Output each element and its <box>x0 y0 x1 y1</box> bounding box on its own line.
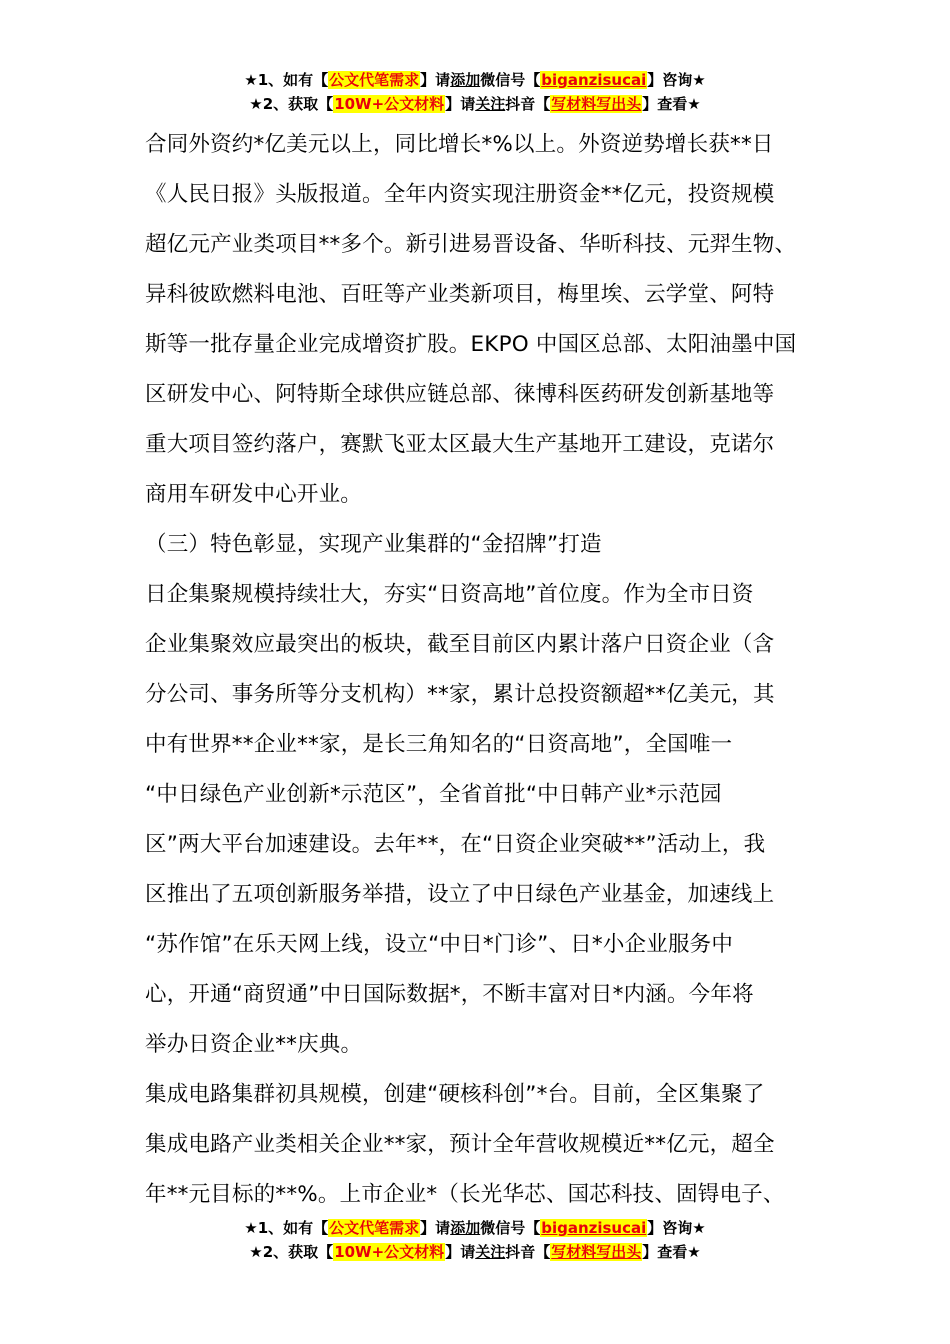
body-line: 分公司、事务所等分支机构）**家，累计总投资额超**亿美元，其 <box>145 682 775 707</box>
banner-line-1: ★1、如有【公文代笔需求】请添加微信号【biganzisucai】咨询★ <box>244 1219 706 1237</box>
body-line: 《人民日报》头版报道。全年内资实现注册资金**亿元，投资规模 <box>145 182 775 207</box>
body-line: 异科彼欧燃料电池、百旺等产业类新项目，梅里埃、云学堂、阿特 <box>145 282 775 307</box>
body-line: 集成电路集群初具规模，创建“硬核科创”*台。目前，全区集聚了 <box>145 1082 765 1107</box>
header-banner <box>0 68 950 116</box>
highlight-service: 公文代笔需求 <box>329 71 420 89</box>
body-line: 重大项目签约落户，赛默飞亚太区最大生产基地开工建设，克诺尔 <box>145 432 775 457</box>
banner-line-1: ★1、如有【公文代笔需求】请添加微信号【biganzisucai】咨询★ <box>244 71 706 89</box>
body-line: 区研发中心、阿特斯全球供应链总部、徕博科医药研发创新基地等 <box>145 382 775 407</box>
wechat-id: biganzisucai <box>541 71 647 89</box>
body-line: “苏作馆”在乐天网上线，设立“中日*门诊”、日*小企业服务中 <box>145 932 734 957</box>
body-line: 日企集聚规模持续壮大，夯实“日资高地”首位度。作为全市日资 <box>145 582 754 607</box>
body-line: 心，开通“商贸通”中日国际数据*，不断丰富对日*内涵。今年将 <box>145 982 754 1007</box>
body-line: 超亿元产业类项目**多个。新引进易晋设备、华昕科技、元羿生物、 <box>145 232 797 257</box>
section-heading: （三）特色彰显，实现产业集群的“金招牌”打造 <box>145 532 602 557</box>
footer-banner <box>0 1216 950 1264</box>
body-line: 合同外资约*亿美元以上，同比增长*%以上。外资逆势增长获**日 <box>145 132 774 157</box>
body-line: 区”两大平台加速建设。去年**，在“日资企业突破**”活动上，我 <box>145 832 766 857</box>
body-line: 区推出了五项创新服务举措，设立了中日绿色产业基金，加速线上 <box>145 882 775 907</box>
body-line: “中日绿色产业创新*示范区”，全省首批“中日韩产业*示范园 <box>145 782 722 807</box>
body-line: 斯等一批存量企业完成增资扩股。EKPO 中国区总部、太阳油墨中国 <box>145 332 797 357</box>
wechat-id: biganzisucai <box>541 1219 647 1237</box>
highlight-materials: 10W+公文材料 <box>334 1243 445 1261</box>
body-line: 集成电路产业类相关企业**家，预计全年营收规模近**亿元，超全 <box>145 1132 775 1157</box>
banner-line-2: ★2、获取【10W+公文材料】请关注抖音【写材料写出头】查看★ <box>249 95 701 113</box>
douyin-account: 写材料写出头 <box>551 1243 642 1261</box>
highlight-service: 公文代笔需求 <box>329 1219 420 1237</box>
body-line: 中有世界**企业**家，是长三角知名的“日资高地”，全国唯一 <box>145 732 733 757</box>
body-line: 企业集聚效应最突出的板块，截至目前区内累计落户日资企业（含 <box>145 632 775 657</box>
banner-line-2: ★2、获取【10W+公文材料】请关注抖音【写材料写出头】查看★ <box>249 1243 701 1261</box>
body-line: 年**元目标的**%。上市企业*（长光华芯、国芯科技、固锝电子、 <box>145 1182 785 1207</box>
douyin-account: 写材料写出头 <box>551 95 642 113</box>
highlight-materials: 10W+公文材料 <box>334 95 445 113</box>
body-line: 商用车研发中心开业。 <box>145 482 363 507</box>
document-body <box>145 120 825 1220</box>
body-line: 举办日资企业**庆典。 <box>145 1032 363 1057</box>
